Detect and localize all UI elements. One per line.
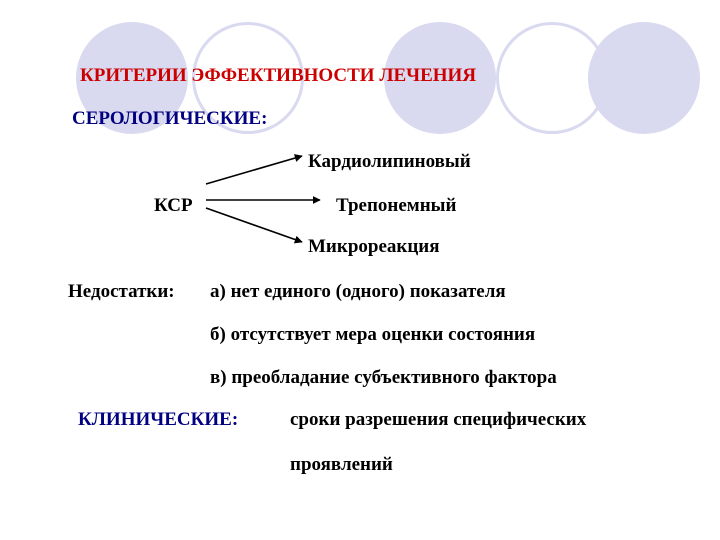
serological-heading: СЕРОЛОГИЧЕСКИЕ: <box>72 108 268 129</box>
drawback-item: б) отсутствует мера оценки состояния <box>210 324 536 345</box>
clinical-heading: КЛИНИЧЕСКИЕ: <box>78 409 239 430</box>
arrow-to-microreaction-icon <box>206 208 302 242</box>
arrow-to-cardiolipin-icon <box>206 156 302 184</box>
ksr-label: КСР <box>154 195 193 216</box>
drawback-item: в) преобладание субъективного фактора <box>210 367 557 388</box>
drawback-item: а) нет единого (одного) показателя <box>210 281 506 302</box>
slide-title: КРИТЕРИИ ЭФФЕКТИВНОСТИ ЛЕЧЕНИЯ <box>80 65 477 86</box>
method-cardiolipin: Кардиолипиновый <box>308 151 471 172</box>
clinical-text-continuation: проявлений <box>290 454 393 475</box>
method-microreaction: Микрореакция <box>308 236 440 257</box>
drawbacks-label: Недостатки: <box>68 281 175 302</box>
method-treponemal: Трепонемный <box>336 195 457 216</box>
clinical-text: сроки разрешения специфических <box>290 409 587 430</box>
